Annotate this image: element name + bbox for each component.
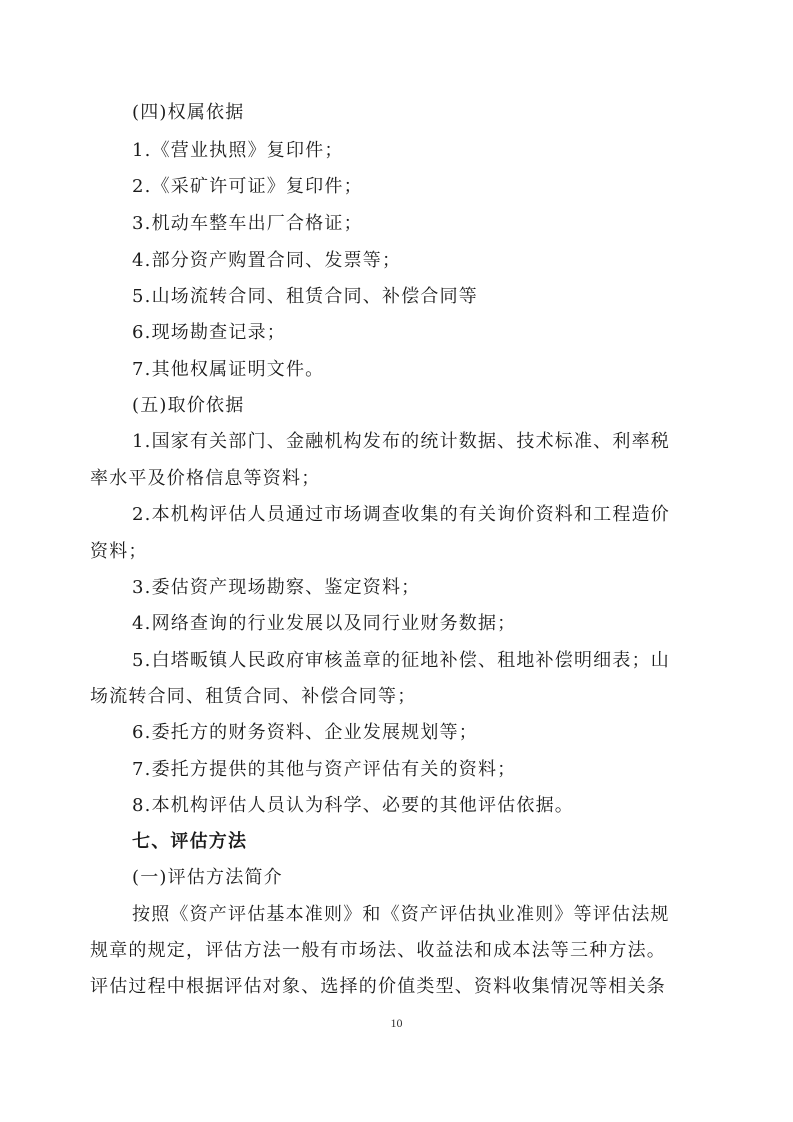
section-subheading: (一)评估方法简介: [132, 867, 283, 888]
paragraph-line: 按照《资产评估基本准则》和《资产评估执业准则》等评估法规: [132, 904, 670, 925]
list-item-continuation: 率水平及价格信息等资料；: [90, 468, 321, 489]
paragraph-line: 评估过程中根据评估对象、选择的价值类型、资料收集情况等相关条: [90, 976, 666, 997]
list-item: 3.委估资产现场勘察、鉴定资料；: [132, 577, 421, 598]
list-item: 7.其他权属证明文件。: [132, 359, 325, 380]
list-item-continuation: 资料；: [90, 541, 148, 562]
page-number: 10: [390, 1016, 403, 1030]
list-item: 4.部分资产购置合同、发票等；: [132, 250, 402, 271]
chapter-heading: 七、评估方法: [132, 831, 248, 852]
list-item: 5.山场流转合同、租赁合同、补偿合同等: [132, 286, 478, 307]
list-item-continuation: 场流转合同、租赁合同、补偿合同等；: [90, 686, 417, 707]
list-item: 6.委托方的财务资料、企业发展规划等；: [132, 722, 478, 743]
list-item: 7.委托方提供的其他与资产评估有关的资料；: [132, 759, 517, 780]
paragraph-line: 规章的规定，评估方法一般有市场法、收益法和成本法等三种方法。: [90, 940, 666, 961]
list-item: 6.现场勘查记录；: [132, 322, 286, 343]
list-item: 8.本机构评估人员认为科学、必要的其他评估依据。: [132, 795, 574, 816]
section-heading-ownership: (四)权属依据: [132, 102, 245, 123]
list-item: 1.国家有关部门、金融机构发布的统计数据、技术标准、利率税: [132, 431, 670, 452]
section-heading-pricing: (五)取价依据: [132, 395, 245, 416]
list-item: 2.《采矿许可证》复印件；: [132, 176, 363, 197]
list-item: 2.本机构评估人员通过市场调查收集的有关询价资料和工程造价: [132, 504, 670, 525]
list-item: 3.机动车整车出厂合格证；: [132, 213, 363, 234]
list-item: 1.《营业执照》复印件；: [132, 140, 344, 161]
list-item: 4.网络查询的行业发展以及同行业财务数据；: [132, 613, 517, 634]
list-item: 5.白塔畈镇人民政府审核盖章的征地补偿、租地补偿明细表；山: [132, 650, 670, 671]
